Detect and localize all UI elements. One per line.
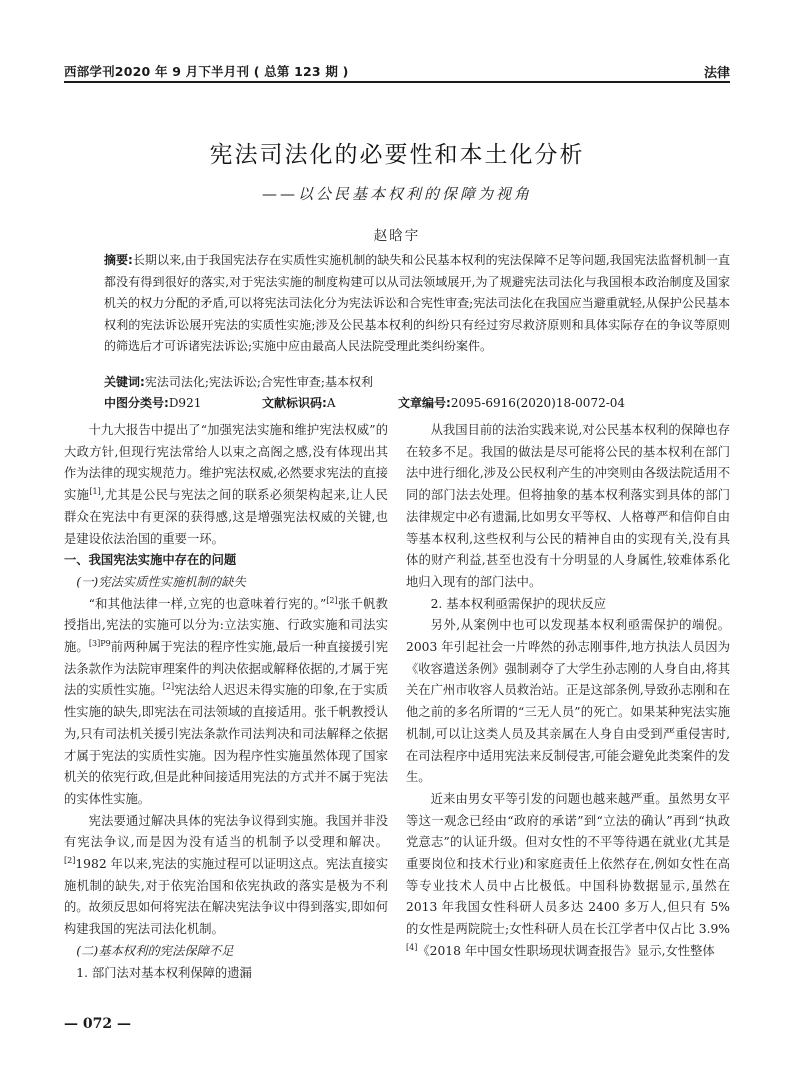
- right-column: [406, 420, 730, 963]
- subsubsection-heading: 1. 部门法对基本权利保障的遗漏: [76, 965, 252, 980]
- journal-info: 西部学刊2020 年 9 月下半月刊 ( 总第 123 期 ): [64, 64, 349, 79]
- page-number: — 072 —: [64, 1016, 131, 1032]
- text-run: 《2018 年中国女性职场现状调查报告》显示,女性整体: [417, 943, 715, 958]
- abstract-text: 长期以来,由于我国宪法存在实质性实施机制的缺失和公民基本权利的宪法保障不足等问题,我国宪法监督机制一直都没有得到很好的落实,对于宪法实施的制度构建可以从司法领域展开,为了规避宪法司法化与我国根本政治制度及国家机关的权力分配的矛盾,可以将宪法司法化分为宪法诉讼和合宪性审查;宪法司法化在我国应当避重就轻,从保护公民基本权利的宪法诉讼展开宪法的实质性实施;涉及公民基本权利的纠纷只有经过穷尽救济原则和具体实际存在的争议等原则的筛选后才可诉诸宪法诉讼;实施中应由最高人民法院受理此类纠纷案件。: [104, 253, 730, 353]
- keywords: [104, 373, 373, 390]
- abstract: [104, 250, 730, 358]
- left-column: [64, 420, 388, 984]
- text-run: 近来由男女平等引发的问题也越来越严重。虽然男女平等这一观念已经由“政府的承诺”到“立法的确认”再到“执政党意志”的认证升级。但对女性的不平等待遇在就业(尤其是重要岗位和技术行业)和家庭责任上依然存在,例如女性在高等专业技术人员中占比极低。中国科协数据显示,虽然在 2013 年我国女性科研人员多达 2400 多万人,但只有 5% 的女性是两院院士;女性科研人员在长江学者中仅占比 3.9%: [406, 791, 730, 937]
- paragraph: [64, 594, 388, 811]
- subsection-heading: (一)宪法实质性实施机制的缺失: [76, 574, 246, 589]
- citation: [2]: [326, 595, 338, 605]
- clc-number: [104, 394, 201, 411]
- subsubsection-heading: 2. 基本权利亟需保护的现状反应: [430, 596, 607, 611]
- clc-value: D921: [168, 396, 202, 410]
- keywords-text: 宪法司法化;宪法诉讼;合宪性审查;基本权利: [144, 375, 373, 389]
- id-label: 文章编号:: [398, 396, 451, 410]
- doc-label: 文献标识码:: [262, 396, 327, 410]
- text-run: 前两种属于宪法的程序性实施,最后一种直接援引宪法条款作为法院审理案件的判决依据或解释依据的,才属于宪法的实质性实施。: [64, 640, 388, 698]
- citation: [4]: [406, 942, 418, 952]
- running-header: [64, 58, 730, 82]
- article-title: 宪法司法化的必要性和本土化分析: [209, 142, 585, 168]
- citation: [1]: [89, 487, 101, 497]
- citation: [2]: [162, 682, 175, 692]
- text-run: ,尤其是公民与宪法之间的联系必须架构起来,让人民群众在宪法中有更深的获得感,这是增强宪法权威的关键,也是建设依法治国的重要一环。: [64, 488, 388, 546]
- citation: [2]: [64, 855, 76, 865]
- keywords-label: 关键词:: [104, 375, 145, 389]
- author-name: 赵晗宇: [373, 228, 421, 244]
- id-value: 2095-6916(2020)18-0072-04: [450, 396, 626, 410]
- section-heading: 一、我国宪法实施中存在的问题: [64, 553, 237, 568]
- subsection-heading: (二)基本权利的宪法保障不足: [76, 943, 234, 958]
- paragraph: [406, 789, 730, 963]
- text-run: 张千帆教授指出,宪法的实施可以分为:立法实施、行政实施和司法实施。: [64, 596, 388, 655]
- article-subtitle: ——以公民基本权利的保障为视角: [261, 185, 532, 203]
- text-run: 十九大报告中提出了“加强宪法实施和维护宪法权威”的大政方针,但现行宪法常给人以束之高阁之感,没有体现出其作为法律的现实规范力。维护宪法权威,必然要求宪法的直接实施: [64, 423, 388, 503]
- paragraph: 另外,从案例中也可以发现基本权利亟需保护的端倪。2003 年引起社会一片哗然的孙志刚事件,地方执法人员因为《收容遣送条例》强制剥夺了大学生孙志刚的人身自由,将其关在广州市收容人员救治站。正是这部条例,导致孙志刚和在他之前的多名所谓的“三无人员”的死亡。如果某种宪法实施机制,可以让这类人员及其亲属在人身自由受到严重侵害时,在司法程序中适用宪法来反制侵害,可能会避免此类案件的发生。: [406, 618, 730, 785]
- text-run: “和其他法律一样,立宪的也意味着行宪的。”: [88, 596, 327, 611]
- text-run: 1982 年以来,宪法的实施过程可以证明这点。宪法直接实施机制的缺失,对于依宪治国和依宪执政的落实是极为不利的。故须反思如何将宪法在解决宪法争议中得到落实,即如何构建我国的宪法司法化机制。: [64, 857, 388, 937]
- section-label: 法律: [703, 66, 730, 81]
- clc-label: 中图分类号:: [104, 396, 169, 410]
- text-run: 宪法给人迟迟未得实施的印象,在于实质性实施的缺失,即宪法在司法领域的直接适用。张千帆教授认为,只有司法机关援引宪法条款作司法判决和司法解释之依据才属于宪法的实质性实施。因为程序性实施虽然体现了国家机关的依宪行政,但是此种间接适用宪法的方式并不属于宪法的实体性实施。: [64, 683, 388, 806]
- text-run: 宪法要通过解决具体的宪法争议得到实施。我国并非没有宪法争议,而是因为没有适当的机制予以受理和解决。: [64, 813, 388, 850]
- doc-value: A: [326, 396, 336, 410]
- paragraph: [64, 420, 388, 550]
- paragraph: [64, 811, 388, 941]
- document-code: [262, 394, 335, 411]
- paragraph: 从我国目前的法治实践来说,对公民基本权利的保障也存在较多不足。我国的做法是尽可能将公民的基本权利在部门法中进行细化,涉及公民权利产生的冲突则由各级法院适用不同的部门法去处理。但将抽象的基本权利落实到具体的部门法律规定中必有遗漏,比如男女平等权、人格尊严和信仰自由等基本权利,这些权利与公民的精神自由的实现有关,没有具体的财产利益,甚至也没有十分明显的人身属性,较难体系化地归入现有的部门法中。: [406, 423, 730, 589]
- header-rule: [64, 81, 730, 83]
- citation: [3]P9: [88, 638, 111, 648]
- abstract-label: 摘要:: [104, 253, 133, 267]
- article-id: [398, 394, 625, 411]
